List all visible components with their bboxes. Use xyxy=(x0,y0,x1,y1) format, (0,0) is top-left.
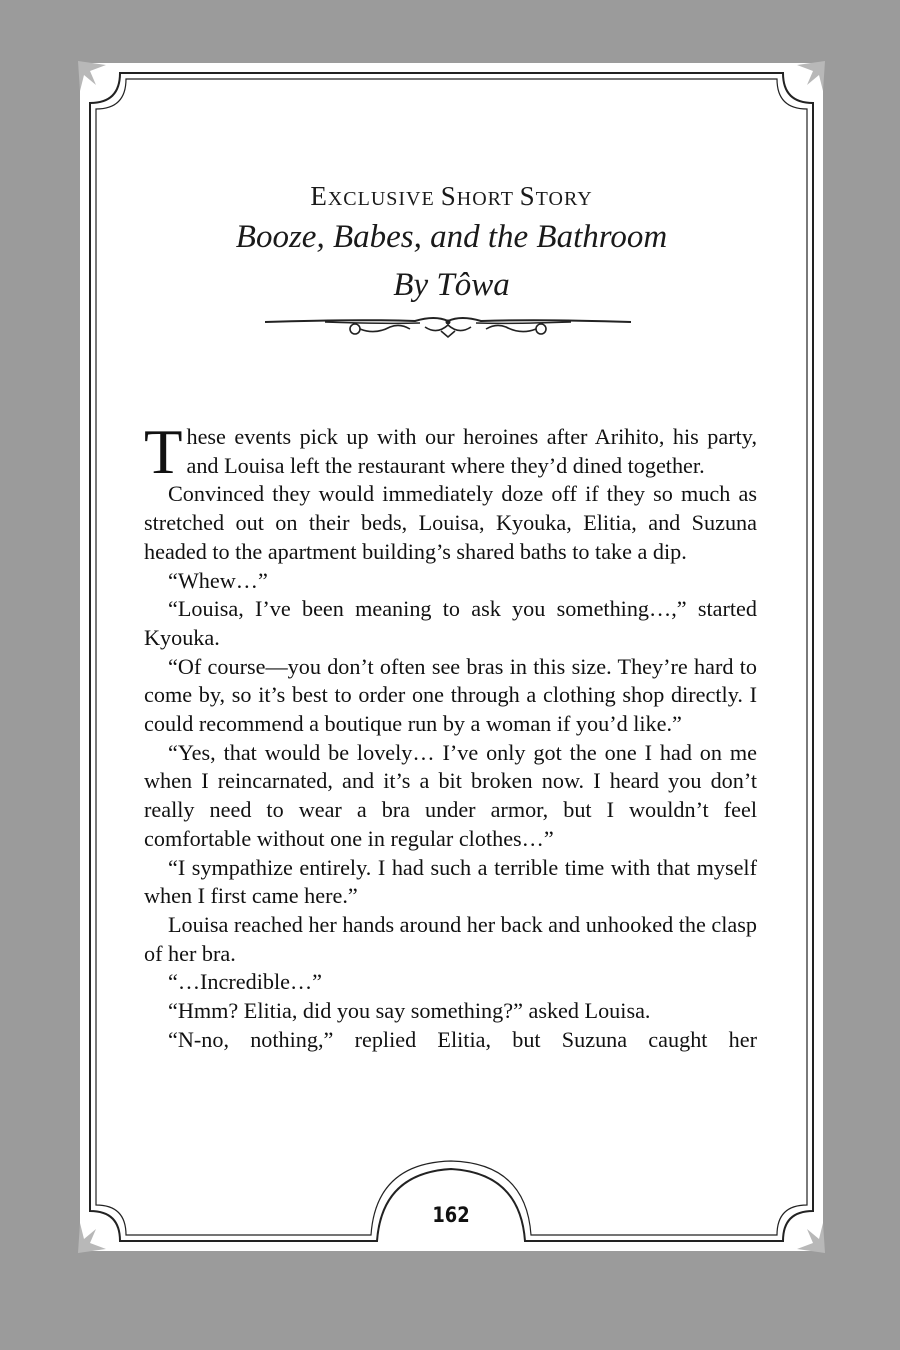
paragraph: “Hmm? Elitia, did you say something?” asked Louisa. xyxy=(168,998,651,1024)
paragraph: “Yes, that would be lovely… I’ve only got the one I had on me when I reincarnated, and it’s a bit broken now. I heard you don’t really need to wear a bra under armor, but I wouldn’t feel comfortable without one in regular clothes…” xyxy=(144,739,757,851)
paragraph: Convinced they would immediately doze off if they so much as stretched out on their beds, Louisa, Kyouka, Elitia, and Suzuna headed to the apartment building’s shared baths to take a dip. xyxy=(144,481,757,564)
story-title: Booze, Babes, and the Bathroom xyxy=(235,219,668,255)
paragraph: “I sympathize entirely. I had such a terrible time with that myself when I first came here.” xyxy=(144,854,757,909)
ornamental-divider-icon xyxy=(265,313,631,343)
corner-flourish-icon xyxy=(787,1215,827,1255)
paragraph: “Of course—you don’t often see bras in this size. They’re hard to come by, so it’s best to order one through a clothing shop directly. I could recommend a boutique run by a woman if you’d like.” xyxy=(144,653,757,737)
paragraph: “Whew…” xyxy=(168,567,268,593)
corner-flourish-icon xyxy=(787,59,827,99)
paragraph: These events pick up with our heroines after Arihito, his party, and Louisa left the restaurant where they’d dined together. xyxy=(144,417,757,487)
drop-cap: T xyxy=(144,417,183,487)
page-number: 162 xyxy=(432,1203,470,1227)
corner-flourish-icon xyxy=(76,1215,116,1255)
paragraph: Louisa reached her hands around her back and unhooked the clasp of her bra. xyxy=(144,911,757,966)
paragraph: “…Incredible…” xyxy=(168,969,323,995)
book-page xyxy=(80,63,823,1251)
paragraph: “Louisa, I’ve been meaning to ask you something…,” started Kyouka. xyxy=(144,596,757,650)
paragraph: “N-no, nothing,” replied Elitia, but Suzuna caught her xyxy=(168,1026,757,1052)
story-kicker: EXCLUSIVE SHORT STORY xyxy=(310,181,593,211)
corner-flourish-icon xyxy=(76,59,116,99)
story-body xyxy=(144,417,757,1054)
story-byline: By Tôwa xyxy=(393,267,510,303)
